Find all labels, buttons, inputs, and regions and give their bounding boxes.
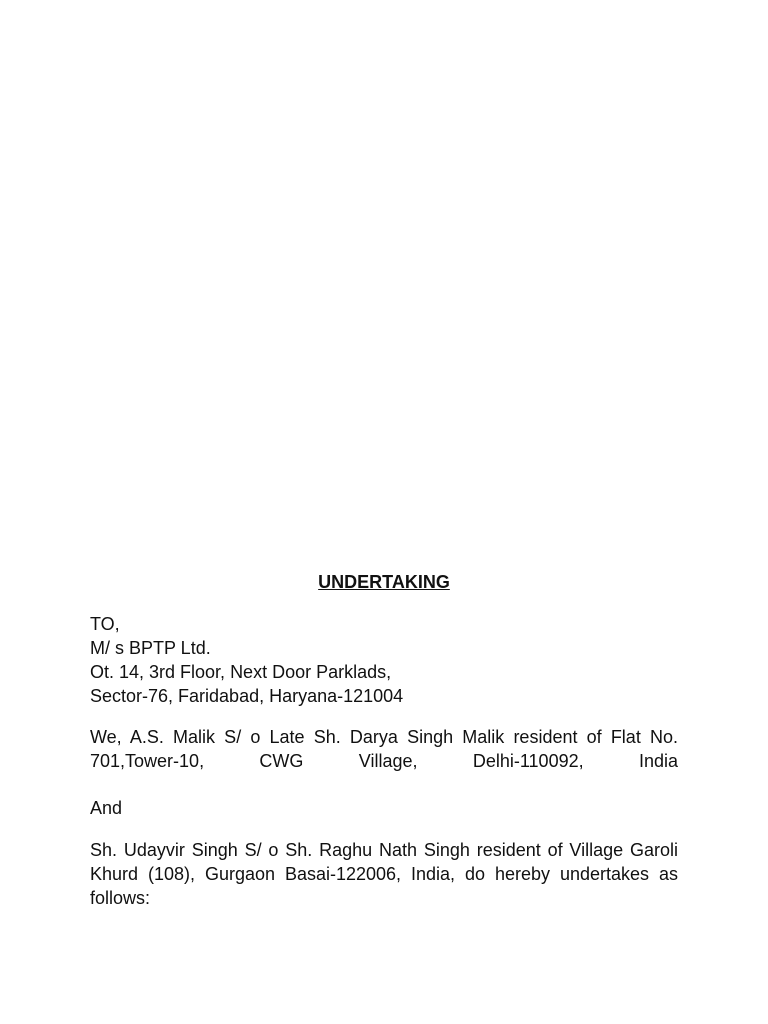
address-line: Ot. 14, 3rd Floor, Next Door Parklads, xyxy=(90,662,392,682)
second-party-paragraph: Sh. Udayvir Singh S/ o Sh. Raghu Nath Singh resident of Village Garoli Khurd (108), Gurgaon Basai-122006, India, do hereby undertakes as follows: xyxy=(90,840,678,908)
address-line: Sector-76, Faridabad, Haryana-121004 xyxy=(90,686,404,706)
connector-text: And xyxy=(90,798,123,818)
address-line: TO, xyxy=(90,614,120,634)
recipient-address xyxy=(90,612,678,708)
document-title: UNDERTAKING xyxy=(318,572,450,592)
first-party-paragraph: We, A.S. Malik S/ o Late Sh. Darya Singh Malik resident of Flat No. 701,Tower-10, CWG Village, Delhi-110092, India xyxy=(90,727,678,771)
address-line: M/ s BPTP Ltd. xyxy=(90,638,211,658)
